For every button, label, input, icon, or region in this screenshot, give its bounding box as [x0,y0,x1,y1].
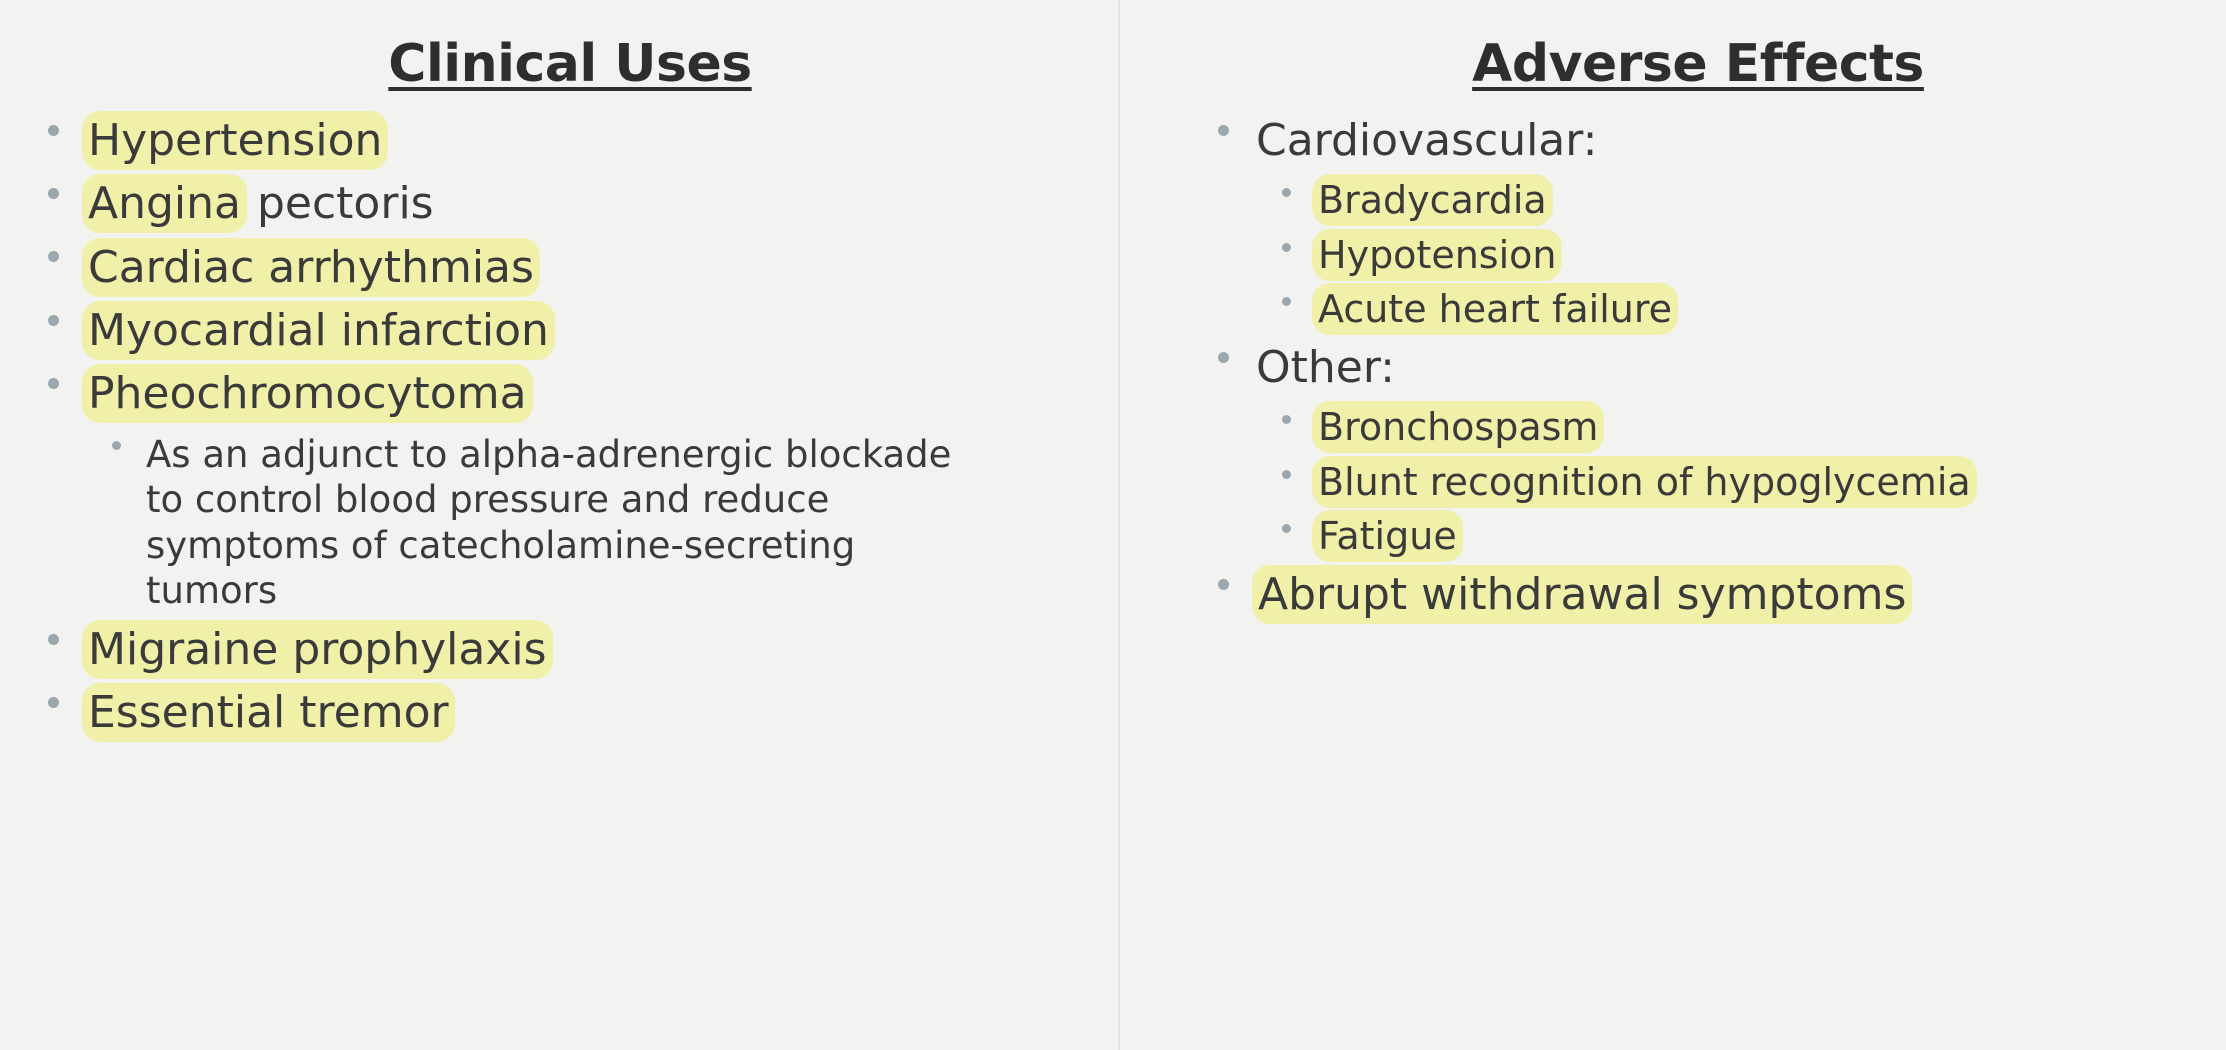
bullet-icon [48,634,59,645]
list-item-label: Blunt recognition of hypoglycemia [1318,459,1971,504]
bullet-icon [48,315,59,326]
bullet-icon [1282,524,1291,533]
adverse-effects-heading-text: Adverse Effects [1472,34,1924,94]
bullet-icon [48,125,59,136]
list-item [1200,116,2196,165]
bullet-icon [1218,579,1229,590]
list-item-label: Pheochromocytoma [88,368,527,420]
list-item [96,432,1110,613]
list-item [1266,288,2196,331]
list-item-label: Abrupt withdrawal symptoms [1258,568,1907,620]
clinical-uses-heading-text: Clinical Uses [388,34,752,94]
bullet-icon [48,188,59,199]
list-item [30,116,1110,165]
list-item-label: Myocardial infarction [88,304,549,356]
adverse-effects-column [1140,0,2226,1050]
bullet-icon [1282,188,1291,197]
bullet-icon [1218,352,1229,363]
bullet-icon [48,697,59,708]
list-item-label: Bronchospasm [1318,405,1599,450]
list-item-label-rest: pectoris [243,178,434,230]
bullet-icon [112,441,121,450]
list-item-label: Cardiac arrhythmias [88,241,534,293]
list-item [30,688,1110,737]
list-item [30,179,1110,228]
list-item-label: Acute heart failure [1318,287,1673,332]
bullet-icon [1282,470,1291,479]
list-item [1266,406,2196,449]
list-item-label: As an adjunct to alpha-adrenergic blockade to control blood pressure and reduce symptoms of catecholamine-secreting tumors [146,433,952,612]
bullet-icon [48,378,59,389]
list-item [30,625,1110,674]
list-item-label: Hypotension [1318,232,1557,277]
adverse-effects-heading [1200,34,2196,94]
column-divider [1118,0,1120,1050]
list-item [1266,234,2196,277]
clinical-uses-heading [30,34,1110,94]
bullet-icon [1218,125,1229,136]
list-item [1200,570,2196,619]
list-item [1200,343,2196,392]
list-item [30,369,1110,418]
clinical-uses-list [30,116,1110,737]
list-item-label: Migraine prophylaxis [88,623,547,675]
list-item [1266,461,2196,504]
bullet-icon [1282,415,1291,424]
list-item [30,306,1110,355]
bullet-icon [1282,297,1291,306]
list-item [1266,179,2196,222]
list-item-label: Hypertension [88,115,383,166]
list-item-label: Bradycardia [1318,178,1547,223]
list-item-label: Cardiovascular: [1256,115,1598,166]
list-item-label: Essential tremor [88,687,449,739]
adverse-effects-list [1200,116,2196,619]
list-item-label-highlighted: Angina [88,178,241,230]
list-item [1266,515,2196,558]
list-item [30,243,1110,292]
bullet-icon [1282,243,1291,252]
list-item-label: Other: [1256,341,1395,393]
bullet-icon [48,251,59,262]
list-item-label: Fatigue [1318,514,1457,559]
